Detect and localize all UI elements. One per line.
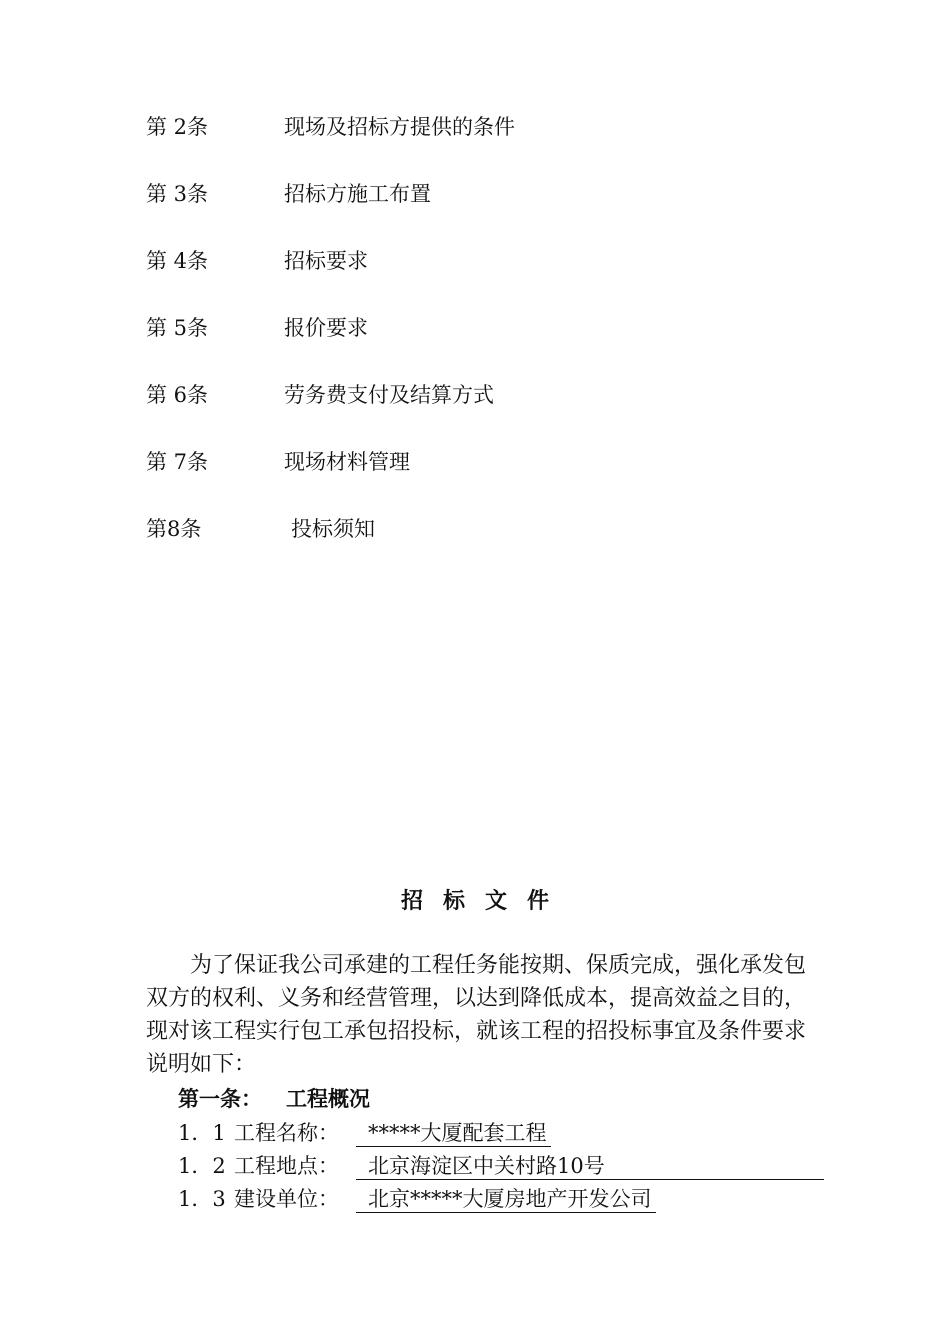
toc-number: 第 4条 — [146, 249, 209, 273]
toc-number: 第 6条 — [146, 383, 209, 407]
intro-paragraph — [146, 949, 826, 1081]
item-value: 北京海淀区中关村路10号 — [356, 1153, 824, 1180]
item-number: 1．1 — [178, 1121, 226, 1145]
toc-text: 招标方施工布置 — [284, 182, 431, 206]
section-heading — [178, 1083, 370, 1113]
toc-item — [146, 515, 375, 543]
toc-text: 现场及招标方提供的条件 — [284, 115, 515, 139]
toc-item — [146, 448, 410, 476]
item-number: 1．3 — [178, 1187, 226, 1211]
toc-text: 劳务费支付及结算方式 — [284, 383, 494, 407]
item-number: 1．2 — [178, 1154, 226, 1178]
toc-item — [146, 381, 494, 409]
toc-number: 第8条 — [146, 517, 202, 541]
toc-item — [146, 180, 431, 208]
intro-text: 为了保证我公司承建的工程任务能按期、保质完成，强化承发包双方的权利、义务和经营管理，以达到降低成本，提高效益之目的，现对该工程实行包工承包招投标，就该工程的招投标事宜及条件要求说明如下： — [146, 953, 807, 1077]
toc-item — [146, 113, 515, 141]
toc-text: 投标须知 — [291, 517, 375, 541]
item-value: 北京*****大厦房地产开发公司 — [356, 1186, 656, 1213]
item-label: 建设单位： — [234, 1187, 339, 1211]
toc-text: 报价要求 — [284, 316, 368, 340]
section-title: 工程概况 — [286, 1086, 370, 1111]
toc-number: 第 3条 — [146, 182, 209, 206]
project-location-row — [178, 1151, 824, 1181]
section-number: 第一条： — [178, 1086, 262, 1111]
item-label: 工程地点： — [234, 1154, 339, 1178]
toc-item — [146, 247, 368, 275]
toc-number: 第 7条 — [146, 450, 209, 474]
client-row — [178, 1184, 656, 1214]
item-value: *****大厦配套工程 — [356, 1120, 551, 1147]
toc-number: 第 2条 — [146, 115, 209, 139]
document-title: 招标文件 — [400, 888, 569, 914]
toc-number: 第 5条 — [146, 316, 209, 340]
toc-item — [146, 314, 368, 342]
item-label: 工程名称： — [234, 1121, 339, 1145]
toc-text: 招标要求 — [284, 249, 368, 273]
toc-text: 现场材料管理 — [284, 450, 410, 474]
project-name-row — [178, 1118, 551, 1148]
